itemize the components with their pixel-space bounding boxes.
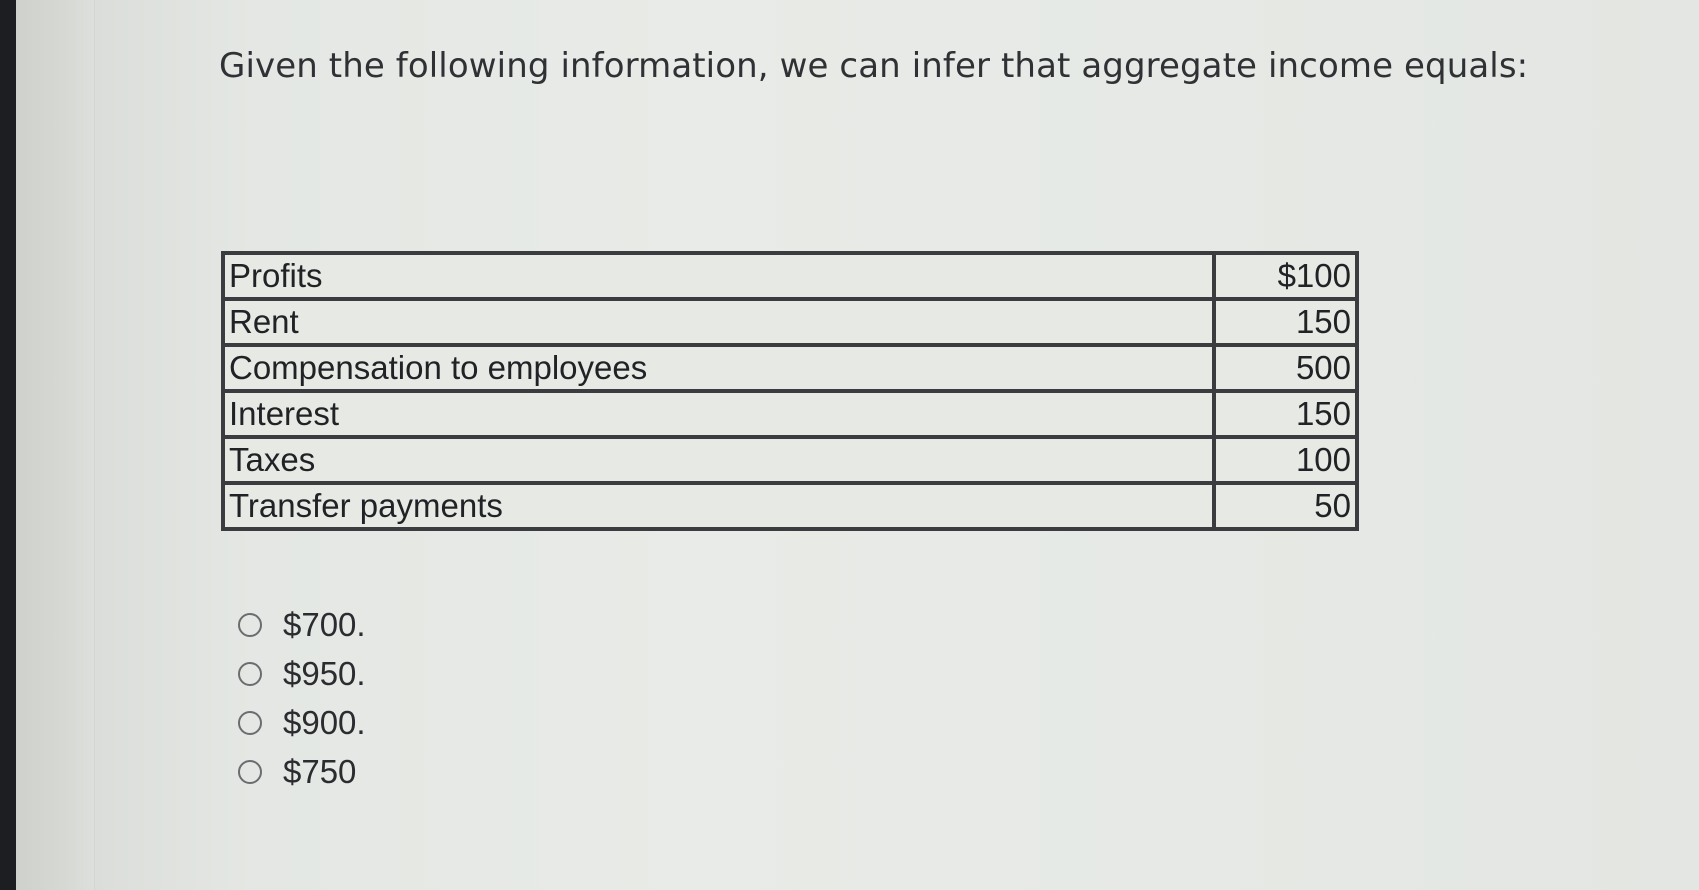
answer-option-label[interactable]: $750 — [283, 752, 357, 790]
row-label: Taxes — [223, 437, 1214, 483]
table-row — [223, 391, 1357, 437]
table-row — [223, 483, 1357, 529]
table-row — [223, 253, 1357, 299]
answer-option[interactable] — [238, 747, 366, 796]
radio-button-icon[interactable] — [238, 613, 262, 637]
radio-button-icon[interactable] — [238, 662, 262, 686]
answer-option[interactable] — [238, 600, 366, 649]
answer-option[interactable] — [238, 649, 366, 698]
row-value: 500 — [1214, 345, 1357, 391]
radio-button-icon[interactable] — [238, 760, 262, 784]
row-value: 50 — [1214, 483, 1357, 529]
row-value: 150 — [1214, 391, 1357, 437]
row-label: Profits — [223, 253, 1214, 299]
row-value: 100 — [1214, 437, 1357, 483]
radio-button-icon[interactable] — [238, 711, 262, 735]
table-row — [223, 437, 1357, 483]
row-label: Rent — [223, 299, 1214, 345]
answer-option-label[interactable]: $900. — [283, 703, 366, 741]
row-value: $100 — [1214, 253, 1357, 299]
answer-options — [238, 600, 366, 796]
question-text: Given the following information, we can infer that aggregate income equals: — [219, 46, 1529, 86]
row-label: Compensation to employees — [223, 345, 1214, 391]
table-row — [223, 299, 1357, 345]
row-label: Transfer payments — [223, 483, 1214, 529]
table-row — [223, 345, 1357, 391]
row-value: 150 — [1214, 299, 1357, 345]
left-panel-strip — [16, 0, 95, 890]
info-table — [221, 251, 1359, 531]
answer-option-label[interactable]: $700. — [283, 605, 366, 643]
answer-option[interactable] — [238, 698, 366, 747]
answer-option-label[interactable]: $950. — [283, 654, 366, 692]
row-label: Interest — [223, 391, 1214, 437]
